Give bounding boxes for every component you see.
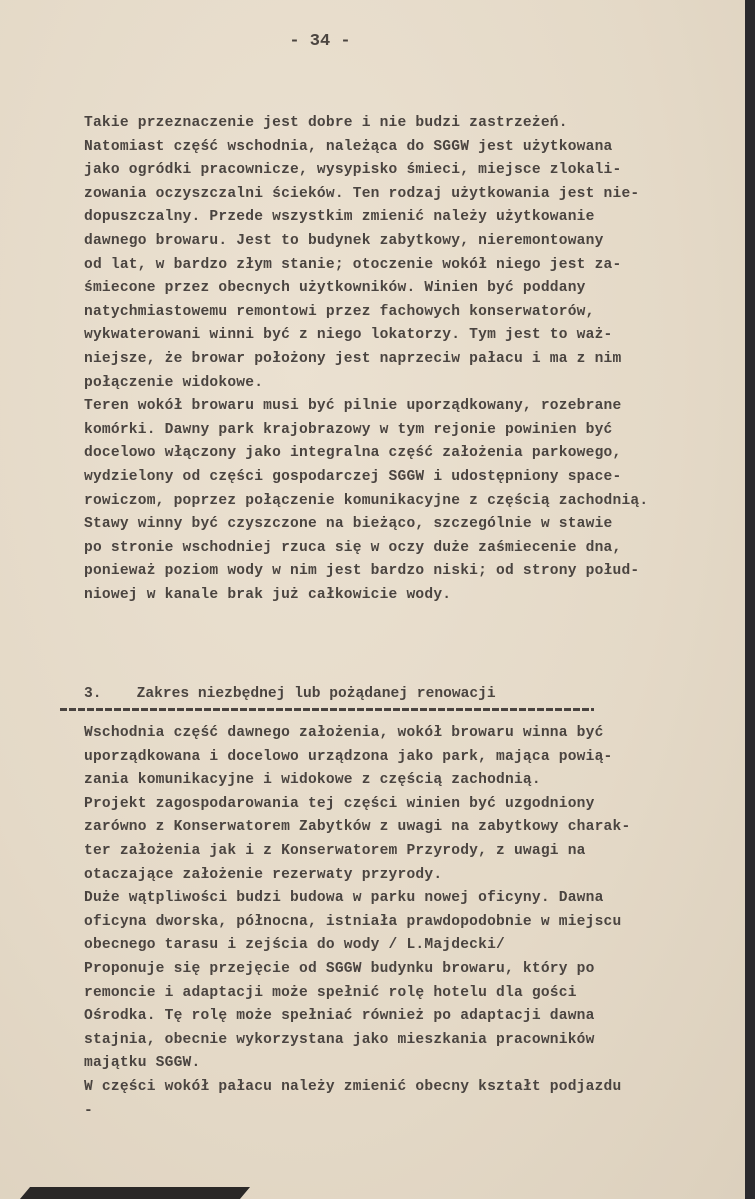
text-line: Wschodnia część dawnego założenia, wokół browaru winna być	[84, 725, 604, 741]
text-line: wykwaterowani winni być z niego lokatorzy. Tym jest to waż-	[84, 327, 613, 344]
text-line: uporządkowana i docelowo urządzona jako park, mająca powią-	[84, 748, 613, 765]
text-line: zarówno z Konserwatorem Zabytków z uwagi na zabytkowy charak-	[84, 819, 631, 836]
text-line: komórki. Dawny park krajobrazowy w tym rejonie powinien być	[84, 421, 613, 438]
text-line: po stronie wschodniej rzuca się w oczy duże zaśmiecenie dna,	[84, 539, 622, 556]
text-line: od lat, w bardzo złym stanie; otoczenie wokół niego jest za-	[84, 256, 622, 273]
text-line: W części wokół pałacu należy zmienić obecny kształt podjazdu	[84, 1078, 622, 1095]
text-line: Takie przeznaczenie jest dobre i nie budzi zastrzeżeń.	[84, 115, 568, 131]
text-line: obecnego tarasu i zejścia do wody / L.Majdecki/	[84, 937, 506, 954]
text-line: oficyna dworska, północna, istniała prawdopodobnie w miejscu	[84, 913, 622, 930]
section-title: Zakres niezbędnej lub pożądanej renowacji	[136, 686, 496, 702]
text-line: wydzielony od części gospodarczej SGGW i udostępniony space-	[84, 468, 622, 485]
text-line: docelowo włączony jako integralna część założenia parkowego,	[84, 445, 622, 462]
section-heading	[84, 682, 604, 706]
text-line: dopuszczalny. Przede wszystkim zmienić należy użytkowanie	[84, 209, 595, 226]
section-underline	[60, 708, 594, 711]
paragraph-block-1	[84, 112, 744, 607]
paragraph-block-2	[84, 722, 744, 1123]
text-line: rowiczom, poprzez połączenie komunikacyjne z częścią zachodnią.	[84, 492, 649, 509]
text-line: połączenie widokowe.	[84, 374, 264, 391]
text-line: Projekt zagospodarowania tej części winien być uzgodniony	[84, 795, 595, 812]
text-line: -	[84, 1102, 93, 1119]
scan-edge	[745, 0, 755, 1199]
page-number: - 34 -	[289, 32, 351, 51]
text-line: natychmiastowemu remontowi przez fachowych konserwatorów,	[84, 303, 595, 320]
text-line: Proponuje się przejęcie od SGGW budynku browaru, który po	[84, 960, 595, 977]
text-line: dawnego browaru. Jest to budynek zabytkowy, nieremontowany	[84, 232, 604, 249]
text-line: Natomiast część wschodnia, należąca do SGGW jest użytkowana	[84, 138, 613, 155]
text-line: Teren wokół browaru musi być pilnie uporządkowany, rozebrane	[84, 398, 622, 415]
text-line: Ośrodka. Tę rolę może spełniać również po adaptacji dawna	[84, 1008, 595, 1025]
text-line: remoncie i adaptacji może spełnić rolę hotelu dla gości	[84, 984, 577, 1001]
text-line: stajnia, obecnie wykorzystana jako mieszkania pracowników	[84, 1031, 595, 1048]
text-line: niejsze, że browar położony jest naprzeciw pałacu i ma z nim	[84, 350, 622, 367]
text-line: ponieważ poziom wody w nim jest bardzo niski; od strony połud-	[84, 563, 640, 580]
text-line: otaczające założenie rezerwaty przyrody.	[84, 866, 443, 883]
text-line: majątku SGGW.	[84, 1055, 201, 1072]
text-line: zowania oczyszczalni ścieków. Ten rodzaj użytkowania jest nie-	[84, 185, 640, 202]
text-line: niowej w kanale brak już całkowicie wody.	[84, 586, 452, 603]
text-line: ter założenia jak i z Konserwatorem Przyrody, z uwagi na	[84, 842, 586, 859]
text-line: jako ogródki pracownicze, wysypisko śmieci, miejsce zlokali-	[84, 162, 622, 179]
text-line: Stawy winny być czyszczone na bieżąco, szczególnie w stawie	[84, 516, 613, 533]
text-line: zania komunikacyjne i widokowe z częścią zachodnią.	[84, 772, 541, 789]
text-line: śmiecone przez obecnych użytkowników. Winien być poddany	[84, 280, 586, 297]
section-number: 3.	[84, 686, 102, 702]
text-line: Duże wątpliwości budzi budowa w parku nowej oficyny. Dawna	[84, 890, 604, 907]
scan-shadow	[20, 1187, 250, 1199]
